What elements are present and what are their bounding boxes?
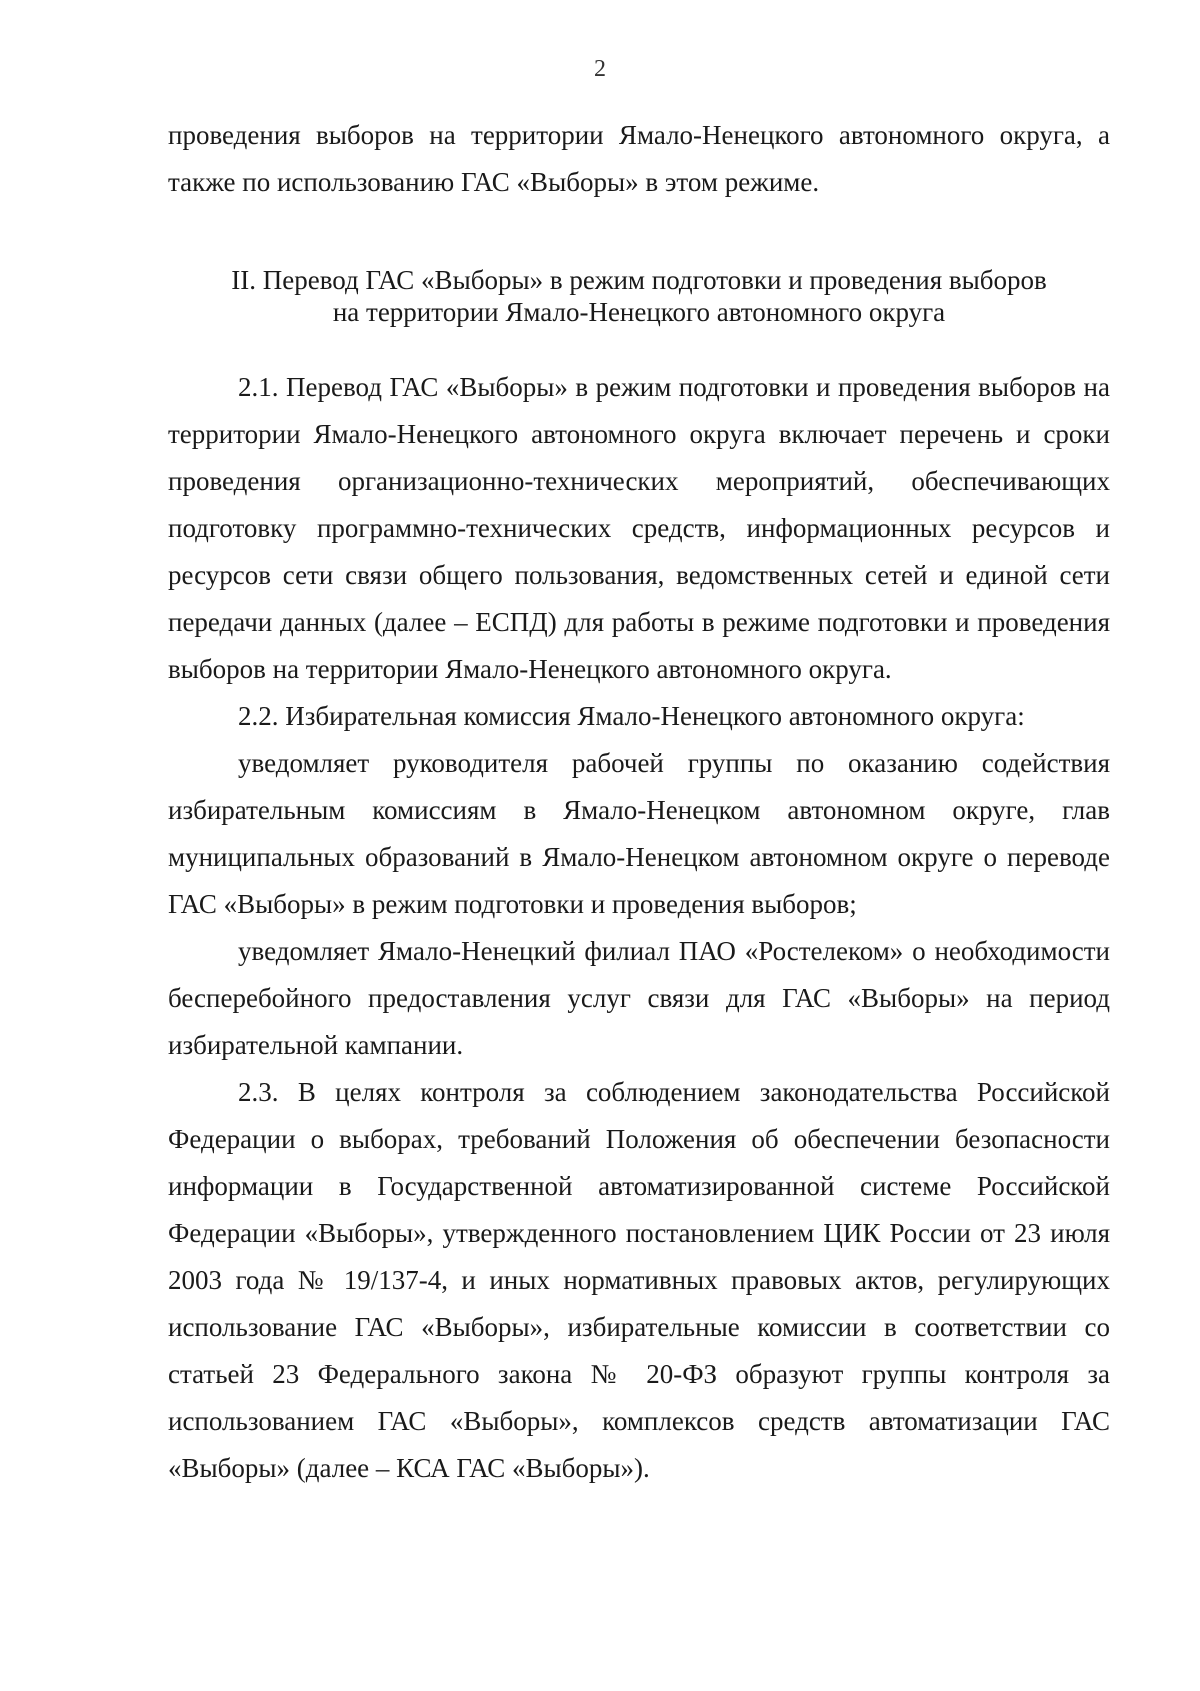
paragraph-2-2-item-1: уведомляет руководителя рабочей группы по оказанию содействия избирательным комиссиям в Ямало-Ненецком автономном округе, глав муниципальных образований в Ямало-Ненецком автономном округе о переводе ГАС «Выборы» в режим подготовки и проведения выборов; [168, 748, 1110, 919]
page-number: 2 [594, 56, 606, 82]
section-heading [168, 264, 1110, 328]
intro-paragraph: проведения выборов на территории Ямало-Ненецкого автономного округа, а также по использованию ГАС «Выборы» в этом режиме. [168, 120, 1110, 197]
document-body [168, 112, 1110, 1492]
section-heading-line-2: на территории Ямало-Ненецкого автономного округа [332, 297, 946, 327]
paragraph-2-1: 2.1. Перевод ГАС «Выборы» в режим подготовки и проведения выборов на территории Ямало-Ненецкого автономного округа включает перечень и сроки проведения организационно-технических мероприятий, обеспечивающих подготовку программно-технических средств, информационных ресурсов и ресурсов сети связи общего пользования, ведомственных сетей и единой сети передачи данных (далее – ЕСПД) для работы в режиме подготовки и проведения выборов на территории Ямало-Ненецкого автономного округа. [168, 372, 1110, 684]
paragraph-2-2-item-2: уведомляет Ямало-Ненецкий филиал ПАО «Ростелеком» о необходимости бесперебойного предоставления услуг связи для ГАС «Выборы» на период избирательной кампании. [168, 936, 1110, 1060]
paragraph-2-2: 2.2. Избирательная комиссия Ямало-Ненецкого автономного округа: [238, 701, 1025, 731]
section-heading-line-1: II. Перевод ГАС «Выборы» в режим подготовки и проведения выборов [231, 265, 1047, 295]
paragraph-2-3: 2.3. В целях контроля за соблюдением законодательства Российской Федерации о выборах, требований Положения об обеспечении безопасности информации в Государственной автоматизированной системе Российской Федерации «Выборы», утвержденного постановлением ЦИК России от 23 июля 2003 года № 19/137-4, и иных нормативных правовых актов, регулирующих использование ГАС «Выборы», избирательные комиссии в соответствии со статьей 23 Федерального закона № 20-ФЗ образуют группы контроля за использованием ГАС «Выборы», комплексов средств автоматизации ГАС «Выборы» (далее – КСА ГАС «Выборы»). [168, 1077, 1110, 1483]
